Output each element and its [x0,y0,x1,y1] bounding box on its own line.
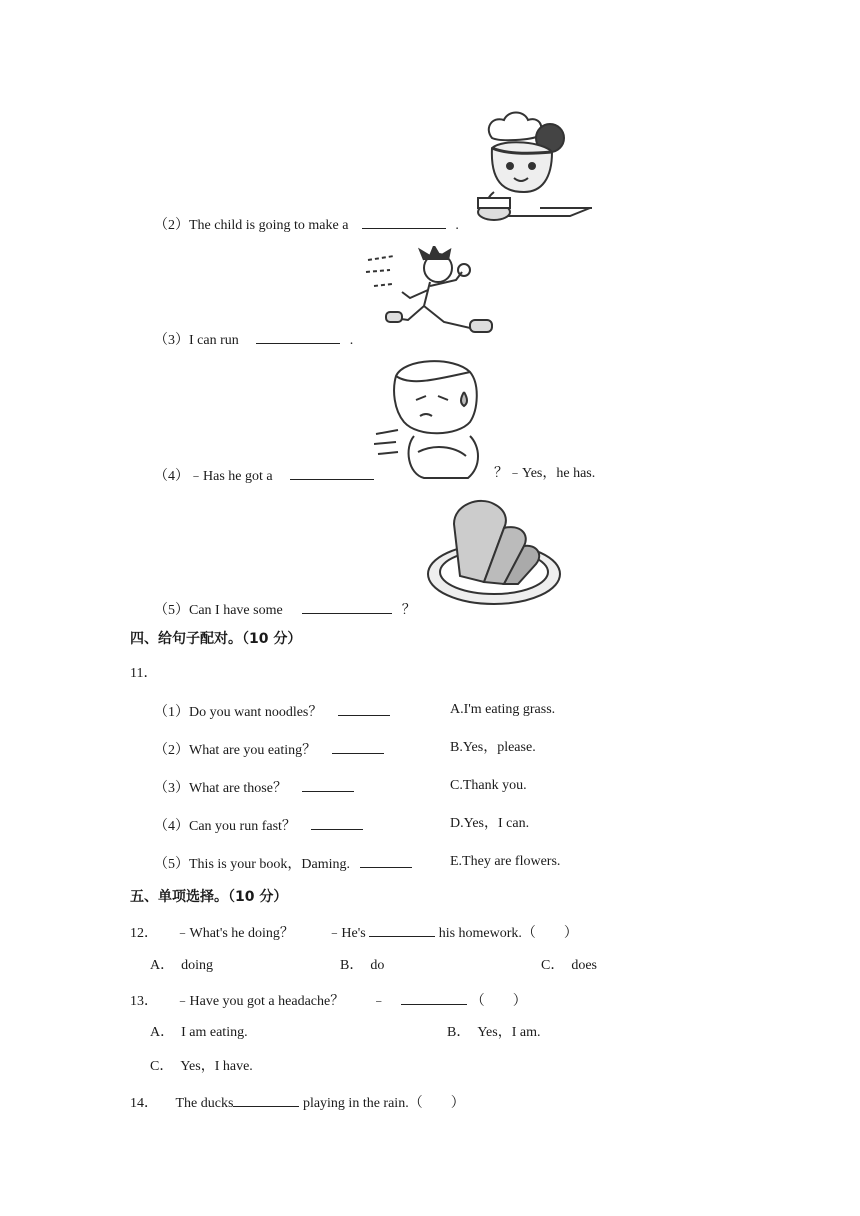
question-3-4-end: ？﹣Yes，he has. [494,466,596,481]
option-13-a[interactable]: A． I am eating. [150,1025,248,1040]
question-14 [130,1092,465,1113]
question-text: The child is going to make a [189,218,349,233]
boy-running-illustration [364,246,496,342]
question-13 [130,990,527,1011]
item-text: Do you want noodles？ [189,705,323,720]
question-3-4 [154,465,374,486]
answer-blank[interactable] [401,990,467,1005]
question-part: The ducks [175,1096,234,1111]
question-text: Can I have some [189,603,283,618]
item-number: （4） [154,819,189,834]
question-end: ？ [401,603,416,618]
answer-blank[interactable] [311,815,363,830]
item-text: What are those？ [189,781,287,796]
question-end: . [455,218,459,233]
match-right-a: A.I'm eating grass. [450,702,556,717]
match-left-5 [154,853,412,874]
answer-blank[interactable] [256,329,340,344]
answer-blank[interactable] [233,1092,299,1107]
match-right-e: E.They are flowers. [450,854,561,869]
item-number: （2） [154,743,189,758]
question-11-number: 11． [130,666,158,681]
question-number: （5） [154,603,189,618]
question-part: his homework.（ ） [438,926,578,941]
girl-baking-cake-illustration [470,108,594,228]
answer-blank[interactable] [332,739,384,754]
question-3-3 [154,329,353,350]
option-13-c[interactable]: C． Yes，I have. [150,1059,253,1074]
question-3-5 [154,599,416,620]
question-part: （ ） [470,994,527,1009]
option-12-a[interactable]: A． doing [150,958,213,973]
item-number: （3） [154,781,189,796]
question-number: 13． [130,994,158,1009]
question-part: ﹣Have you got a headache？ [175,994,345,1009]
item-text: What are you eating？ [189,743,317,758]
match-left-3 [154,777,354,798]
question-3-2 [154,214,459,235]
answer-blank[interactable] [290,465,374,480]
match-right-d: D.Yes，I can. [450,816,530,831]
question-number: 14． [130,1096,158,1111]
answer-blank[interactable] [302,599,392,614]
question-12 [130,922,578,943]
answer-blank[interactable] [369,922,435,937]
item-text: This is your book，Daming. [189,857,350,872]
section-4-title: 四、给句子配对。（10 分） [130,631,302,647]
item-text: Can you run fast？ [189,819,296,834]
question-number: 12． [130,926,158,941]
option-13-b[interactable]: B． Yes，I am. [447,1025,541,1040]
match-left-4 [154,815,363,836]
item-number: （5） [154,857,189,872]
match-right-c: C.Thank you. [450,778,527,793]
question-part: ﹣What's he doing？ [175,926,294,941]
question-text: ﹣Has he got a [189,469,273,484]
answer-blank[interactable] [362,214,446,229]
option-12-c[interactable]: C． does [541,958,597,973]
option-12-b[interactable]: B． do [340,958,385,973]
question-part: ﹣He's [327,926,366,941]
answer-blank[interactable] [302,777,354,792]
question-part: ﹣ [371,994,386,1009]
question-number: （4） [154,469,189,484]
answer-blank[interactable] [360,853,412,868]
question-end: . [349,333,354,348]
question-part: playing in the rain.（ ） [302,1096,465,1111]
question-text: I can run [189,333,239,348]
bread-plate-illustration [424,494,564,610]
answer-blank[interactable] [338,701,390,716]
match-left-1 [154,701,390,722]
section-5-title: 五、单项选择。（10 分） [130,889,288,905]
match-left-2 [154,739,384,760]
question-number: （2） [154,218,189,233]
question-number: （3） [154,333,189,348]
item-number: （1） [154,705,189,720]
match-right-b: B.Yes，please. [450,740,536,755]
boy-coughing-cold-illustration [374,356,492,480]
